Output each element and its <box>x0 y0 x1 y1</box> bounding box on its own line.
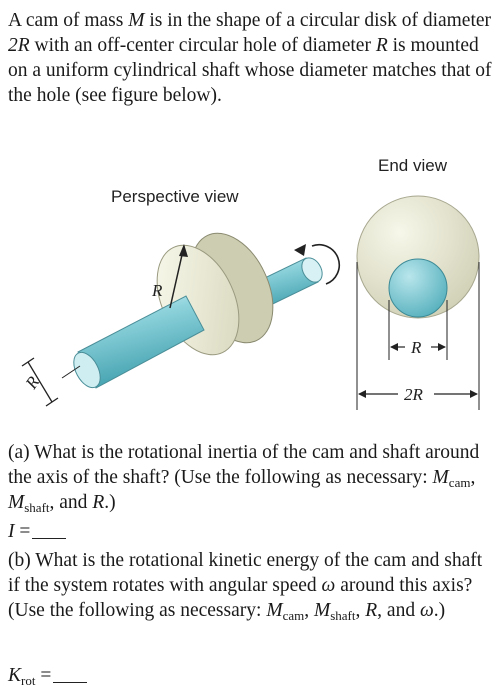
var-2R: 2R <box>8 35 30 56</box>
part-b-text: around this axis? (Use the following as necessary: <box>8 575 473 621</box>
subscript-shaft: shaft <box>330 608 356 623</box>
var-omega: ω <box>321 575 336 596</box>
var-M: M <box>313 600 331 621</box>
subscript-rot: rot <box>21 673 36 688</box>
answer-b-input[interactable] <box>53 664 87 683</box>
shaft-radius-label: R <box>21 372 44 393</box>
intro-text: with an off-center circular hole of diameter <box>29 35 376 56</box>
var-M: M <box>8 492 25 513</box>
subscript-shaft: shaft <box>24 500 50 515</box>
perspective-view-label: Perspective view <box>111 187 239 206</box>
var-R: R <box>375 35 388 56</box>
part-b-text: (b) What is the rotational kinetic energy of the cam and shaft if the system rotates with angular speed <box>8 550 483 596</box>
part-a-text: , and <box>49 492 93 513</box>
cam-radius-label: R <box>152 281 163 300</box>
var-M: M <box>266 600 283 621</box>
var-M: M <box>128 10 145 31</box>
intro-text: is in the shape of a circular disk of diameter <box>144 10 492 31</box>
shaft-left <box>68 296 204 392</box>
answer-row-b <box>8 663 498 688</box>
answer-a-input[interactable] <box>32 520 66 539</box>
part-b-question <box>8 548 498 623</box>
separator: , <box>304 600 314 621</box>
end-view-cam <box>357 196 479 318</box>
intro-text: A cam of mass <box>8 10 129 31</box>
part-b-text: .) <box>433 600 446 621</box>
var-M: M <box>432 467 449 488</box>
var-omega: ω <box>419 600 434 621</box>
var-R: R <box>92 492 105 513</box>
end-radius-label: R <box>411 338 422 357</box>
part-a-question <box>8 440 498 515</box>
answer-a-label: I <box>8 521 15 542</box>
end-diameter-label: 2R <box>404 385 423 404</box>
subscript-cam: cam <box>448 475 471 490</box>
part-b-text: , and <box>377 600 420 621</box>
end-view-label: End view <box>378 156 447 175</box>
equals-sign: = <box>35 665 52 686</box>
separator: , <box>470 467 476 488</box>
answer-row-a <box>8 519 498 544</box>
equals-sign: = <box>14 521 31 542</box>
var-R: R <box>365 600 378 621</box>
part-a-text: .) <box>104 492 116 513</box>
separator: , <box>355 600 366 621</box>
part-a-text: (a) What is the rotational inertia of the cam and shaft around the axis of the shaft? (Use the following as necessary: <box>8 442 480 488</box>
subscript-cam: cam <box>282 608 305 623</box>
intro-text: is mounted on a uniform cylindrical shaft whose diameter matches that of the hole (see figure below). <box>8 35 492 106</box>
answer-b-label: K <box>8 665 22 686</box>
